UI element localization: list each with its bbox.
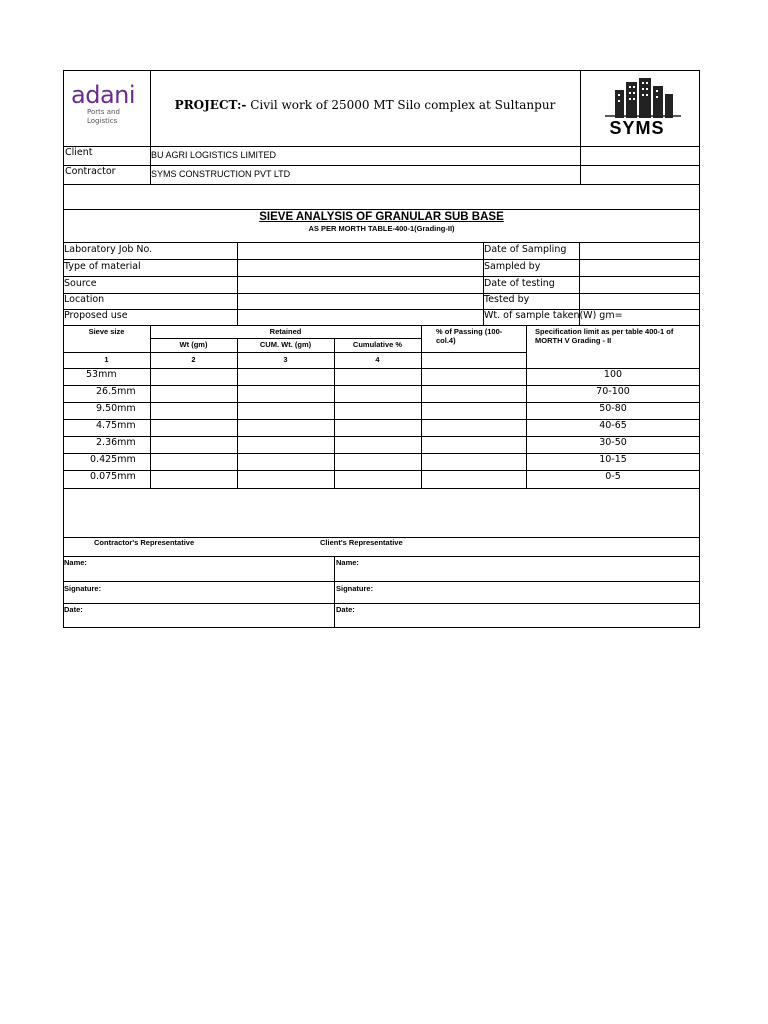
divider <box>580 70 581 184</box>
info-label-left: Source <box>64 278 97 289</box>
contractor-label: Contractor <box>65 166 116 177</box>
form-subtitle: AS PER MORTH TABLE-400-1(Grading-II) <box>308 224 455 233</box>
info-label-right: Date of testing <box>484 278 555 289</box>
col-number: 4 <box>375 355 380 364</box>
divider <box>63 325 700 326</box>
adani-logo-subline: Logistics <box>87 117 118 125</box>
passing-header: col.4) <box>436 336 456 345</box>
sieve-size-cell: 53mm <box>86 369 117 380</box>
client-name-label: Name: <box>336 558 359 567</box>
sieve-size-cell: 0.075mm <box>90 471 136 482</box>
sieve-analysis-form <box>63 70 700 628</box>
contractor-date-label: Date: <box>64 605 83 614</box>
buildings-icon <box>585 76 689 120</box>
divider <box>63 603 700 604</box>
project-title <box>150 97 580 113</box>
info-label-right: Date of Sampling <box>484 244 567 255</box>
syms-logo <box>585 76 689 142</box>
client-rep-label: Client's Representative <box>320 538 403 547</box>
contractor-value: SYMS CONSTRUCTION PVT LTD <box>151 169 291 179</box>
spec-limit-cell: 70-100 <box>596 386 630 397</box>
info-label-left: Type of material <box>64 261 141 272</box>
sieve-size-cell: 0.425mm <box>90 454 136 465</box>
contractor-name-label: Name: <box>64 558 87 567</box>
divider <box>63 146 700 147</box>
client-signature-label: Signature: <box>336 584 374 593</box>
adani-logo-subline: Ports and <box>87 108 120 116</box>
syms-logo-word: SYMS <box>609 118 665 138</box>
spec-limit-cell: 40-65 <box>599 420 627 431</box>
cumulative-pct-header: Cumulative % <box>352 340 403 349</box>
cum-wt-header: CUM. Wt. (gm) <box>259 340 312 349</box>
divider <box>421 325 422 488</box>
divider <box>63 242 700 243</box>
divider <box>150 70 151 184</box>
client-label: Client <box>65 147 93 158</box>
divider <box>63 184 700 185</box>
info-label-left: Location <box>64 294 105 305</box>
spec-limit-cell: 100 <box>603 369 623 380</box>
divider <box>63 293 700 294</box>
project-label: PROJECT:- <box>174 98 247 112</box>
spec-limit-cell: 50-80 <box>599 403 627 414</box>
divider <box>63 165 700 166</box>
divider <box>63 488 700 489</box>
contractor-rep-label: Contractor's Representative <box>94 538 195 547</box>
divider <box>63 352 526 353</box>
sieve-size-cell: 2.36mm <box>96 437 136 448</box>
info-label-left: Laboratory Job No. <box>64 244 153 255</box>
sieve-size-header: Sieve size <box>88 327 125 336</box>
adani-logo <box>71 82 143 126</box>
divider <box>63 581 700 582</box>
spec-header: Specification limit as per table 400-1 of <box>535 327 674 336</box>
divider <box>150 325 151 488</box>
col-number: 1 <box>104 355 109 364</box>
adani-logo-word: adani <box>71 81 136 109</box>
wt-header: Wt (gm) <box>179 340 208 349</box>
spec-limit-cell: 0-5 <box>605 471 621 482</box>
divider <box>63 556 700 557</box>
divider <box>237 242 238 325</box>
sieve-size-cell: 26.5mm <box>96 386 136 397</box>
divider <box>150 338 421 339</box>
passing-header: % of Passing (100- <box>436 327 503 336</box>
divider <box>334 556 335 628</box>
divider <box>63 276 700 277</box>
info-label-right: Tested by <box>484 294 530 305</box>
col-number: 3 <box>283 355 288 364</box>
project-text: Civil work of 25000 MT Silo complex at Sultanpur <box>246 98 556 112</box>
form-title: SIEVE ANALYSIS OF GRANULAR SUB BASE <box>259 211 504 223</box>
spec-header: MORTH V Grading - II <box>535 336 612 345</box>
spec-limit-cell: 10-15 <box>599 454 627 465</box>
divider <box>63 259 700 260</box>
spec-limit-cell: 30-50 <box>599 437 627 448</box>
client-value: BU AGRI LOGISTICS LIMITED <box>151 150 277 160</box>
retained-header: Retained <box>269 327 302 336</box>
client-date-label: Date: <box>336 605 355 614</box>
sieve-size-cell: 4.75mm <box>96 420 136 431</box>
info-label-right: Sampled by <box>484 261 541 272</box>
col-number: 2 <box>191 355 196 364</box>
sieve-size-cell: 9.50mm <box>96 403 136 414</box>
info-label-left: Proposed use <box>64 310 128 321</box>
contractor-signature-label: Signature: <box>64 584 102 593</box>
info-label-right: Wt. of sample taken(W) gm= <box>484 310 623 321</box>
